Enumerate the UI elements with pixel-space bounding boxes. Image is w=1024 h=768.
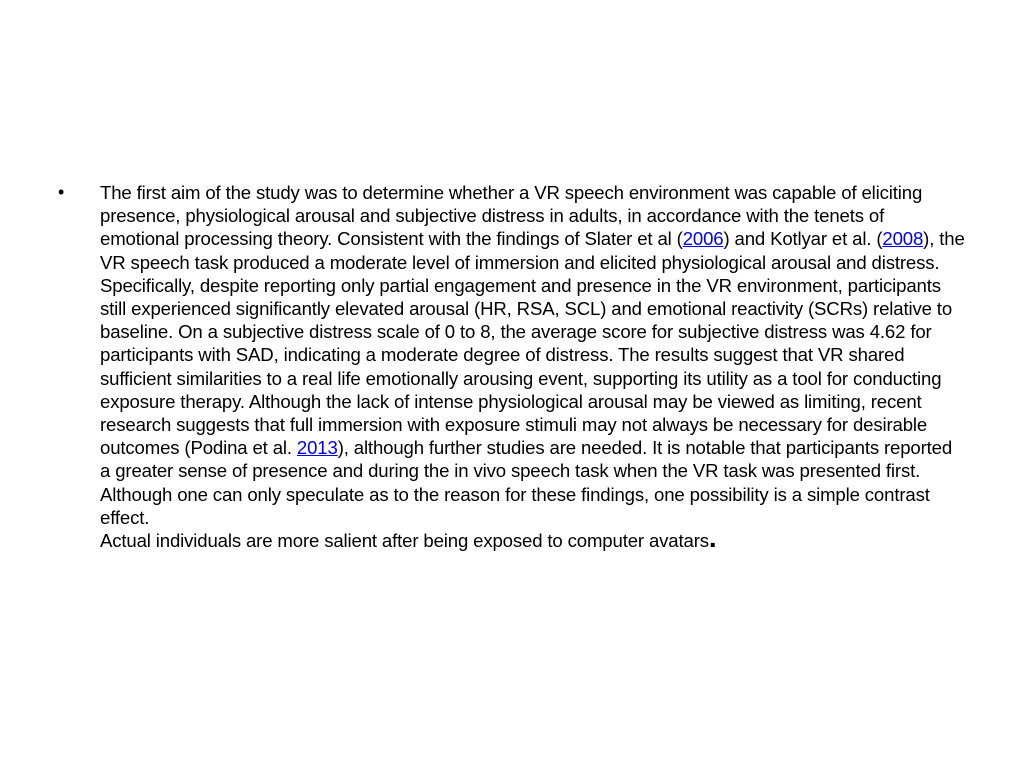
- paragraph-text-2: ) and Kotlyar et al. (: [723, 228, 883, 250]
- paragraph-text-4: ), although further studies are needed. It is notable that participants reported a greater sense of presence and during the in vivo speech task when the VR task was presented first. Although one can only speculate as to the reason for these findings, one possibility is a simple contrast effect.: [100, 437, 953, 528]
- bullet-icon: •: [58, 182, 65, 202]
- paragraph-last-line: Actual individuals are more salient after being exposed to computer avatars: [100, 530, 709, 552]
- paragraph-text-3: ), the VR speech task produced a moderate level of immersion and elicited physiological arousal and distress. Specifically, despite reporting only partial engagement and presence in the VR environment, participants still experienced significantly elevated arousal (HR, RSA, SCL) and emotional reactivity (SCRs) relative to baseline. On a subjective distress scale of 0 to 8, the average score for subjective distress was 4.62 for participants with SAD, indicating a moderate degree of distress. The results suggest that VR shared sufficient similarities to a real life emotionally arousing event, supporting its utility as a tool for conducting exposure therapy. Although the lack of intense physiological arousal may be viewed as limiting, recent research suggests that full immersion with exposure stimuli may not always be necessary for desirable outcomes (Podina et al.: [100, 228, 965, 459]
- bullet-paragraph: [100, 181, 966, 552]
- citation-link-2006[interactable]: 2006: [682, 228, 724, 250]
- citation-link-2013[interactable]: 2013: [296, 437, 338, 459]
- paragraph-text-1: The first aim of the study was to determine whether a VR speech environment was capable of eliciting presence, physiological arousal and subjective distress in adults, in accordance with the tenets of emotional processing theory. Consistent with the findings of Slater et al (: [100, 182, 923, 250]
- citation-link-2008[interactable]: 2008: [882, 228, 924, 250]
- final-period: .: [708, 522, 717, 554]
- bullet-item: [58, 181, 968, 552]
